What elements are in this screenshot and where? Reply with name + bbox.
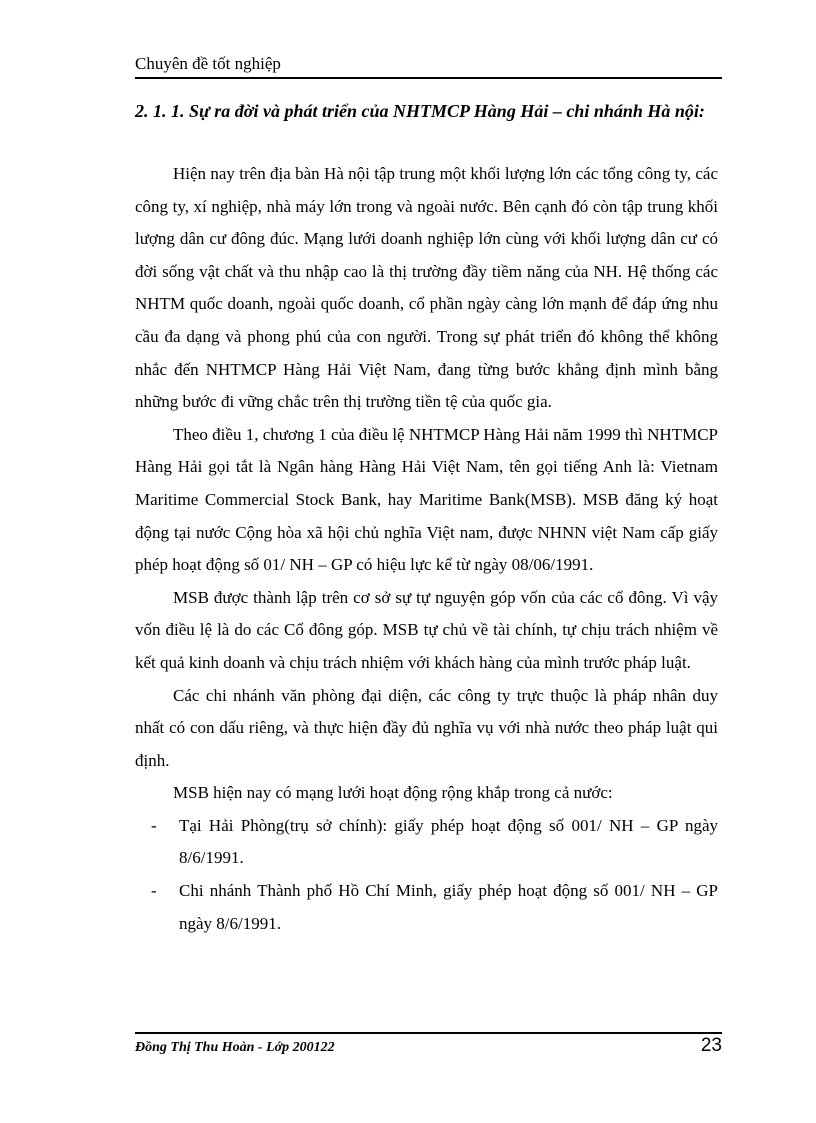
paragraph: Theo điều 1, chương 1 của điều lệ NHTMCP Hàng Hải năm 1999 thì NHTMCP Hàng Hải gọi tắt là Ngân hàng Hàng Hải Việt Nam, tên gọi tiếng Anh là: Vietnam Maritime Commercial Stock Bank, hay Maritime Bank(MSB). MSB đăng ký hoạt động tại nước Cộng hòa xã hội chủ nghĩa Việt nam, được NHNN việt Nam cấp giấy phép hoạt động số 01/ NH – GP có hiệu lực kể từ ngày 08/06/1991. <box>135 424 718 575</box>
page-header-title: Chuyên đề tốt nghiệp <box>135 54 281 73</box>
footer-divider <box>135 1032 722 1034</box>
header-divider <box>135 77 722 79</box>
paragraph: MSB được thành lập trên cơ sở sự tự nguyện góp vốn của các cổ đông. Vì vậy vốn điều lệ là do các Cổ đông góp. MSB tự chủ về tài chính, tự chịu trách nhiệm về kết quả kinh doanh và chịu trách nhiệm với khách hàng của mình trước pháp luật. <box>135 587 718 672</box>
list-item <box>135 875 718 940</box>
bullet-marker: - <box>151 815 157 835</box>
page-number: 23 <box>700 1035 722 1056</box>
bullet-marker: - <box>151 881 157 901</box>
body-text <box>135 158 718 940</box>
list-item-text: Tại Hải Phòng(trụ sở chính): giấy phép hoạt động số 001/ NH – GP ngày 8/6/1991. <box>179 815 718 868</box>
branch-list <box>135 810 718 940</box>
list-item-text: Chi nhánh Thành phố Hồ Chí Minh, giấy phép hoạt động số 001/ NH – GP ngày 8/6/1991. <box>179 881 718 933</box>
paragraph: Các chi nhánh văn phòng đại diện, các công ty trực thuộc là pháp nhân duy nhất có con dấu riêng, và thực hiện đầy đủ nghĩa vụ với nhà nước theo pháp luật qui định. <box>135 685 718 770</box>
section-heading: 2. 1. 1. Sự ra đời và phát triển của NHTMCP Hàng Hải – chi nhánh Hà nội: <box>135 101 705 121</box>
document-page <box>135 0 722 1123</box>
paragraph: MSB hiện nay có mạng lưới hoạt động rộng khắp trong cả nước: <box>173 783 613 803</box>
list-item <box>135 810 718 875</box>
paragraph: Hiện nay trên địa bàn Hà nội tập trung một khối lượng lớn các tổng công ty, các công ty, xí nghiệp, nhà máy lớn trong và ngoài nước. Bên cạnh đó còn tập trung khối lượng dân cư đông đúc. Mạng lưới doanh nghiệp lớn cùng với khối lượng dân cư có đời sống vật chất và thu nhập cao là thị trường đầy tiềm năng của NH. Hệ thống các NHTM quốc doanh, ngoài quốc doanh, cổ phần ngày càng lớn mạnh để đáp ứng nhu cầu đa dạng và phong phú của con người. Trong sự phát triển đó không thể không nhắc đến NHTMCP Hàng Hải Việt Nam, đang từng bước khẳng định mình bằng những bước đi vững chắc trên thị trường tiền tệ của quốc gia. <box>135 164 718 412</box>
footer-author: Đồng Thị Thu Hoàn - Lớp 200122 <box>135 1040 335 1055</box>
